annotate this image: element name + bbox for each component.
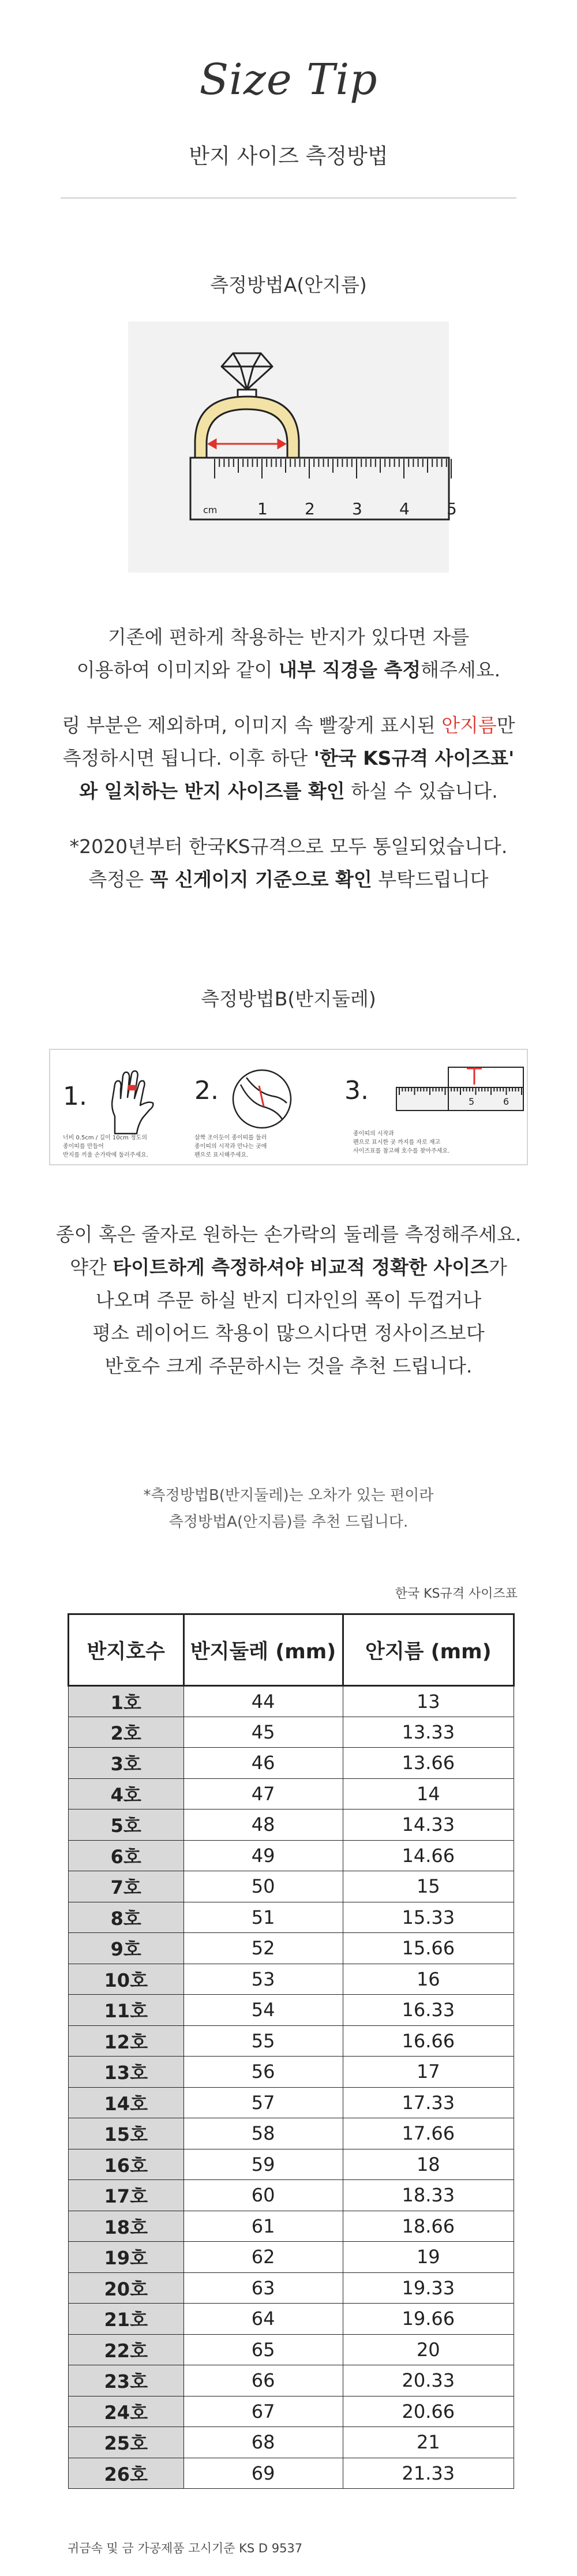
step-3-text: 사이즈표를 참고해 호수를 찾아주세요. [353,1148,450,1154]
inner-diameter-cell: 21 [343,2427,514,2458]
text-line: 링 부분은 제외하며, 이미지 속 빨갛게 표시된 안지름만 [62,714,515,736]
table-row [69,1995,514,2026]
circumference-cell: 47 [183,1778,343,1809]
inner-diameter-cell: 14.33 [343,1809,514,1841]
table-row [69,2118,514,2149]
table-header-row [69,1614,514,1686]
step-3-text: 펜으로 표시한 곳 까지를 자로 재고 [353,1139,441,1146]
table-row [69,1902,514,1933]
table-row [69,1717,514,1748]
inner-diameter-cell: 18.66 [343,2211,514,2242]
hand-icon [112,1071,153,1134]
circumference-cell: 64 [183,2304,343,2335]
column-header: 반지호수 [69,1614,184,1686]
step-2-text: 살짝 조이듯이 종이띠를 둘러 [194,1135,267,1141]
table-row [69,2272,514,2304]
ring-size-cell: 21호 [69,2304,184,2335]
ring-size-cell: 20호 [69,2272,184,2304]
inner-diameter-cell: 17 [343,2057,514,2088]
circumference-cell: 59 [183,2149,343,2180]
inner-diameter-cell: 13.33 [343,1717,514,1748]
ring-size-cell: 16호 [69,2149,184,2180]
table-row [69,2025,514,2057]
circumference-cell: 63 [183,2272,343,2304]
inner-diameter-cell: 15 [343,1871,514,1902]
ring-size-cell: 23호 [69,2365,184,2396]
inner-diameter-cell: 18.33 [343,2180,514,2211]
circumference-cell: 60 [183,2180,343,2211]
circumference-cell: 66 [183,2365,343,2396]
inner-diameter-cell: 18 [343,2149,514,2180]
text-line: 이용하여 이미지와 같이 내부 직경을 측정해주세요. [76,659,501,681]
text-line: 평소 레이어드 착용이 많으시다면 정사이즈보다 [92,1322,485,1344]
circumference-cell: 45 [183,1717,343,1748]
ruler-tick-label: 2 [305,499,315,518]
inner-diameter-cell: 19.66 [343,2304,514,2335]
ring-size-cell: 3호 [69,1748,184,1779]
divider [61,197,516,199]
table-row [69,1686,514,1717]
column-header: 반지둘레 (mm) [183,1614,343,1686]
text-line: *측정방법B(반지둘레)는 오차가 있는 편이라 [143,1487,434,1504]
inner-diameter-cell: 21.33 [343,2458,514,2489]
inner-diameter-cell: 20.66 [343,2396,514,2427]
text-line: 기존에 편하게 착용하는 반지가 있다면 자를 [107,626,470,648]
table-row [69,2242,514,2273]
table-footnote: 귀금속 및 금 가공제품 고시기준 KS D 9537 [68,2541,303,2555]
table-row [69,2334,514,2365]
measure-ruler-icon [396,1067,523,1111]
table-row [69,2396,514,2427]
table-row [69,1964,514,1995]
circumference-cell: 61 [183,2211,343,2242]
ring-size-cell: 8호 [69,1902,184,1933]
page-subtitle: 반지 사이즈 측정방법 [189,144,388,169]
inner-diameter-cell: 13.66 [343,1748,514,1779]
inner-diameter-cell: 19.33 [343,2272,514,2304]
circumference-cell: 51 [183,1902,343,1933]
inner-diameter-cell: 14.66 [343,1840,514,1871]
step-1-text: 종이띠를 만들어 [63,1143,104,1150]
finger-wrap-icon [233,1070,291,1128]
table-row [69,2365,514,2396]
ruler-tick-label: 5 [447,499,457,518]
ring-size-cell: 17호 [69,2180,184,2211]
circumference-cell: 46 [183,1748,343,1779]
ring-size-cell: 5호 [69,1809,184,1841]
method-b-heading: 측정방법B(반지둘레) [201,988,376,1010]
inner-diameter-cell: 20 [343,2334,514,2365]
table-row [69,2180,514,2211]
step-1-number: 1. [63,1082,87,1111]
diamond-icon [222,353,272,398]
ruler-tick-label: 3 [352,499,362,518]
table-row [69,2211,514,2242]
ring-size-cell: 13호 [69,2057,184,2088]
text-line: 측정은 꼭 신게이지 기준으로 확인 부탁드립니다 [88,868,489,891]
table-row [69,1778,514,1809]
page-title: Size Tip [199,55,378,104]
method-a-heading: 측정방법A(안지름) [210,274,367,296]
ring-size-cell: 11호 [69,1995,184,2026]
ring-size-cell: 10호 [69,1964,184,1995]
inner-diameter-cell: 20.33 [343,2365,514,2396]
circumference-cell: 69 [183,2458,343,2489]
method-b-paragraph [0,1218,577,1382]
ring-size-cell: 22호 [69,2334,184,2365]
text-line: 종이 혹은 줄자로 원하는 손가락의 둘레를 측정해주세요. [55,1223,522,1246]
step-3-text: 종이띠의 시작과 [353,1131,394,1137]
text-line: 측정방법A(안지름)를 추천 드립니다. [168,1513,409,1531]
circumference-cell: 57 [183,2087,343,2118]
column-header: 안지름 (mm) [343,1614,514,1686]
table-row [69,2458,514,2489]
method-a-illustration [128,321,457,573]
ring-size-cell: 4호 [69,1778,184,1809]
table-row [69,1809,514,1841]
table-caption: 한국 KS규격 사이즈표 [395,1587,518,1601]
inner-diameter-cell: 14 [343,1778,514,1809]
step-2-number: 2. [194,1076,219,1105]
ruler [190,458,449,519]
text-line: 와 일치하는 반지 사이즈를 확인 하실 수 있습니다. [79,780,498,802]
ring-size-cell: 9호 [69,1933,184,1964]
circumference-cell: 44 [183,1686,343,1717]
table-row [69,2427,514,2458]
circumference-cell: 58 [183,2118,343,2149]
inner-diameter-cell: 15.66 [343,1933,514,1964]
ring-size-cell: 25호 [69,2427,184,2458]
inner-diameter-cell: 17.33 [343,2087,514,2118]
inner-diameter-cell: 17.66 [343,2118,514,2149]
step-2-text: 종이띠의 시작과 만나는 곳에 [194,1143,267,1150]
table-row [69,1933,514,1964]
method-a-paragraph-2 [0,709,577,807]
table-row [69,2057,514,2088]
circumference-cell: 67 [183,2396,343,2427]
highlight-inner-diameter: 안지름 [441,714,497,736]
method-a-paragraph-3 [0,830,577,896]
circumference-cell: 54 [183,1995,343,2026]
ruler-mark: 5 [469,1096,475,1107]
ks-size-table [68,1613,515,2489]
inner-diameter-cell: 16.33 [343,1995,514,2026]
text-line: *2020년부터 한국KS규격으로 모두 통일되었습니다. [69,835,508,858]
step-2-text: 펜으로 표시해주세요. [194,1152,249,1158]
method-b-illustration [49,1049,528,1165]
step-1-text: 반지를 끼울 손가락에 둘러주세요. [63,1152,148,1158]
recommendation-note [0,1482,577,1535]
circumference-cell: 48 [183,1809,343,1841]
circumference-cell: 68 [183,2427,343,2458]
table-row [69,2304,514,2335]
inner-diameter-cell: 16.66 [343,2025,514,2057]
table-row [69,1871,514,1902]
text-line: 약간 타이트하게 측정하셔야 비교적 정확한 사이즈가 [70,1256,507,1278]
ring-size-cell: 15호 [69,2118,184,2149]
inner-diameter-arrow [209,440,285,448]
ring-size-cell: 2호 [69,1717,184,1748]
ring-size-cell: 12호 [69,2025,184,2057]
step-3-number: 3. [344,1076,369,1105]
ring-size-cell: 1호 [69,1686,184,1717]
ring-size-cell: 6호 [69,1840,184,1871]
table-row [69,2087,514,2118]
ring-on-ruler-image [128,321,457,573]
method-b-steps-image [50,1050,527,1164]
inner-diameter-cell: 16 [343,1964,514,1995]
circumference-cell: 50 [183,1871,343,1902]
ruler-tick-label: 4 [399,499,410,518]
inner-diameter-cell: 19 [343,2242,514,2273]
table-row [69,1840,514,1871]
table-row [69,2149,514,2180]
ring-size-cell: 18호 [69,2211,184,2242]
ring-size-cell: 24호 [69,2396,184,2427]
table-row [69,1748,514,1779]
inner-diameter-cell: 15.33 [343,1902,514,1933]
circumference-cell: 52 [183,1933,343,1964]
circumference-cell: 62 [183,2242,343,2273]
ring-band [195,397,299,460]
circumference-cell: 56 [183,2057,343,2088]
circumference-cell: 53 [183,1964,343,1995]
text-line: 나오며 주문 하실 반지 디자인의 폭이 두껍거나 [95,1289,482,1311]
text-line: 반호수 크게 주문하시는 것을 추천 드립니다. [104,1355,473,1377]
ruler-tick-label: 1 [257,499,268,518]
circumference-cell: 55 [183,2025,343,2057]
circumference-cell: 49 [183,1840,343,1871]
text-line: 측정하시면 됩니다. 이후 하단 '한국 KS규격 사이즈표' [62,747,515,769]
ruler-mark: 6 [503,1096,509,1107]
ruler-unit: cm [203,504,218,515]
inner-diameter-cell: 13 [343,1686,514,1717]
step-1-text: 너비 0.5cm / 길이 10cm 정도의 [63,1135,147,1141]
ring-size-cell: 7호 [69,1871,184,1902]
circumference-cell: 65 [183,2334,343,2365]
method-a-paragraph-1 [0,620,577,686]
ring-size-cell: 14호 [69,2087,184,2118]
ring-size-cell: 26호 [69,2458,184,2489]
ring-size-cell: 19호 [69,2242,184,2273]
